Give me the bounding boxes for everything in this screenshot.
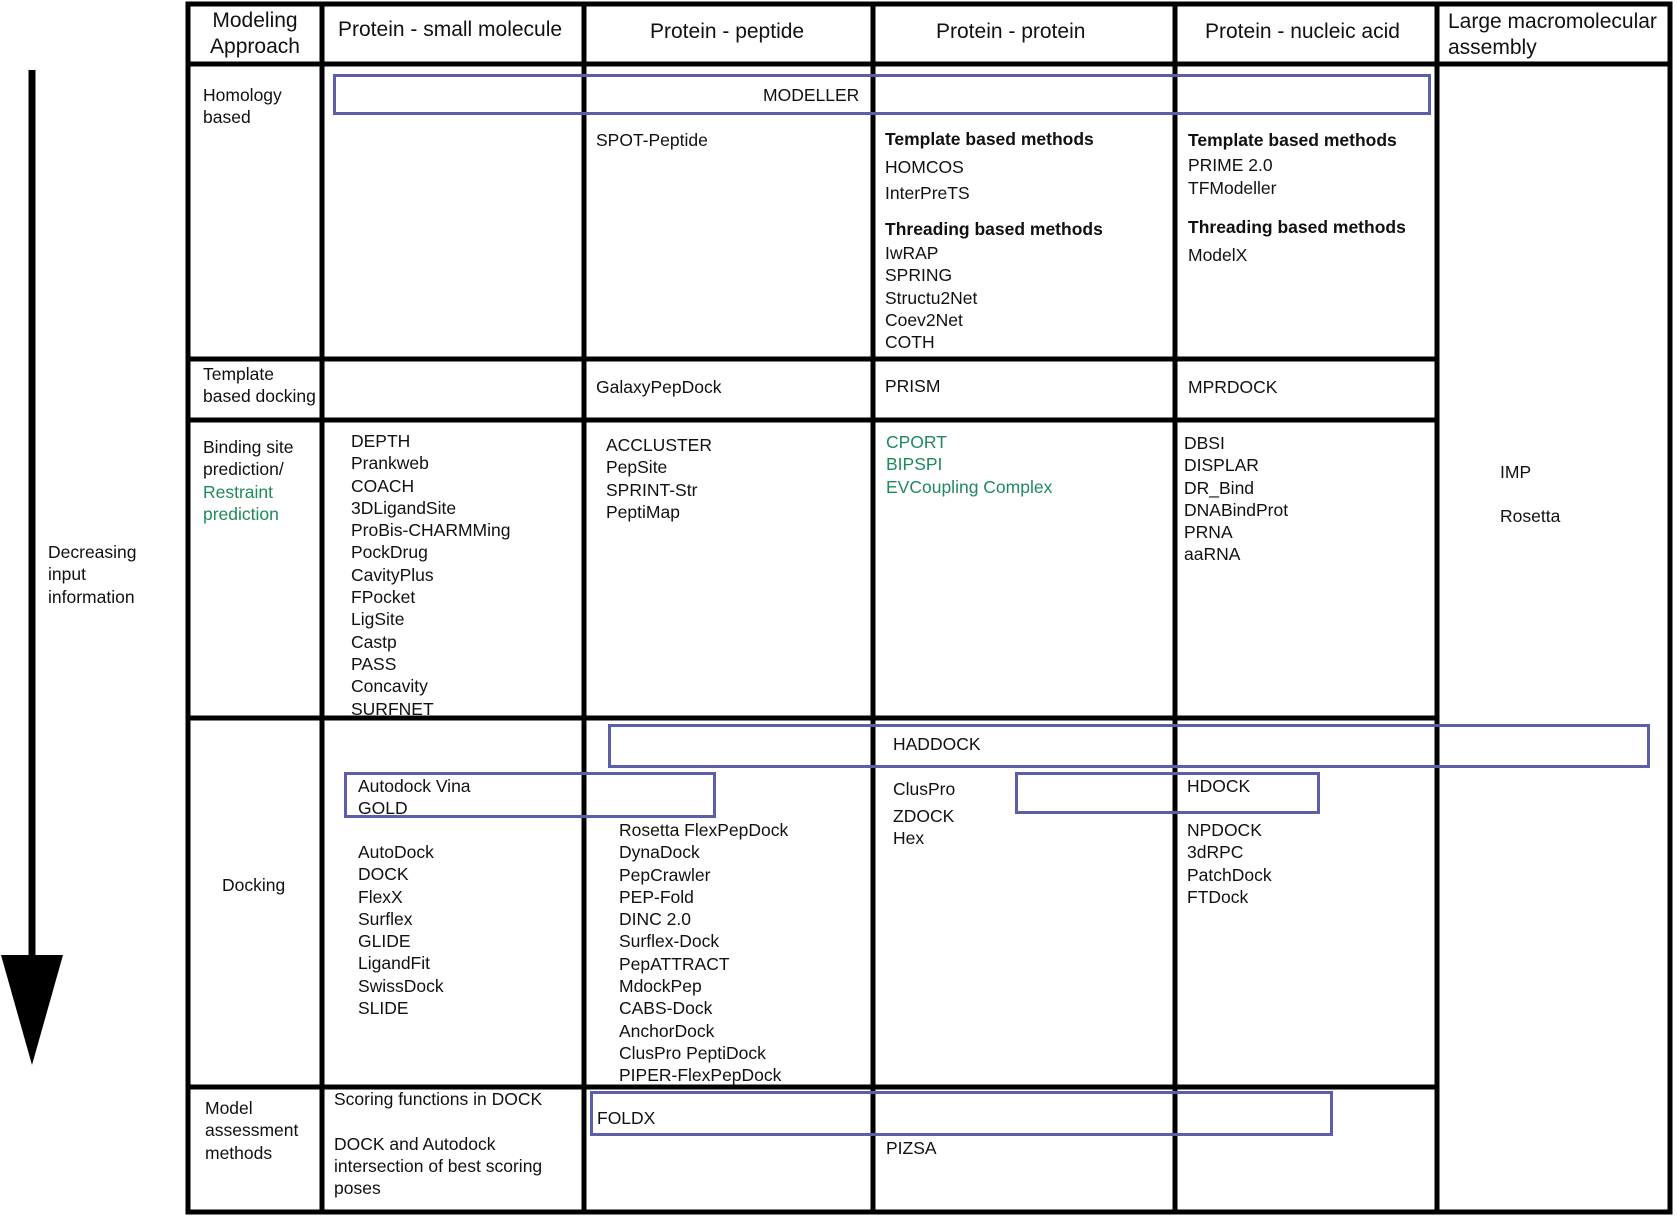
tool-item: DINC 2.0 xyxy=(619,909,691,930)
tool-item: PeptiMap xyxy=(606,501,680,522)
tool-item: IwRAP xyxy=(885,243,939,264)
tool-item: COACH xyxy=(351,475,415,496)
method-heading: Threading based methods xyxy=(885,218,1103,239)
tool-item: PEP-Fold xyxy=(619,886,694,907)
tool-item: PepSite xyxy=(606,457,668,478)
axis-label-line: information xyxy=(48,586,135,607)
tool-item: ClusPro PeptiDock xyxy=(619,1042,766,1063)
tool-item: 3DLigandSite xyxy=(351,497,457,518)
tool-item: Hex xyxy=(893,828,925,849)
tool-item: Structu2Net xyxy=(885,287,978,308)
tool-item: EVCoupling Complex xyxy=(886,476,1053,497)
docking-protein-list xyxy=(893,805,954,850)
hdock-box xyxy=(1015,772,1320,814)
tool-item: CPORT xyxy=(886,432,947,452)
tool-item: ACCLUSTER xyxy=(606,435,712,455)
tool-item: HOMCOS xyxy=(885,157,964,178)
method-heading: Threading based methods xyxy=(1188,216,1406,237)
decreasing-arrow-head xyxy=(1,955,63,1065)
haddock-label: HADDOCK xyxy=(893,734,981,754)
row-label-line: based xyxy=(203,107,251,128)
tool-item: PRNA xyxy=(1184,522,1233,543)
spot-peptide-tool: SPOT-Peptide xyxy=(596,130,708,150)
tool-item: DOCK xyxy=(358,864,409,885)
tool-item: DNABindProt xyxy=(1184,499,1289,520)
tool-item: Coev2Net xyxy=(885,310,963,331)
tool-item: DEPTH xyxy=(351,431,411,451)
row-label-template-docking xyxy=(203,363,316,408)
tool-item: SPRINT-Str xyxy=(606,479,698,500)
tool-item: SLIDE xyxy=(358,998,409,1019)
binding-nucleic-list xyxy=(1184,432,1288,566)
tool-item: GOLD xyxy=(358,798,408,819)
header-line: Modeling xyxy=(212,9,298,32)
docking-peptide-list xyxy=(619,819,788,1087)
header-peptide: Protein - peptide xyxy=(650,20,805,43)
tool-item: BIPSPI xyxy=(886,454,943,475)
tool-item: Concavity xyxy=(351,676,428,697)
row-label-line: prediction/ xyxy=(203,459,284,480)
tool-item: LigandFit xyxy=(358,953,430,974)
homology-protein-cell xyxy=(885,128,1103,354)
hdock-label: HDOCK xyxy=(1187,776,1251,796)
tool-item: Autodock Vina xyxy=(358,776,471,796)
row-label-binding-site xyxy=(203,436,293,525)
binding-peptide-list xyxy=(606,434,712,523)
modeller-label: MODELLER xyxy=(763,85,860,105)
tool-item: Surflex xyxy=(358,908,413,929)
foldx-box xyxy=(590,1091,1333,1136)
method-heading: Template based methods xyxy=(1188,130,1397,150)
header-line: Approach xyxy=(210,35,300,58)
foldx-label: FOLDX xyxy=(597,1108,656,1128)
tool-item: PRIME 2.0 xyxy=(1188,155,1273,176)
modeller-box xyxy=(333,74,1431,115)
row-label-assessment xyxy=(205,1097,298,1164)
tool-item: PockDrug xyxy=(351,542,428,563)
tool-item: CavityPlus xyxy=(351,564,434,585)
tool-item: 3dRPC xyxy=(1187,842,1244,863)
tool-item: FPocket xyxy=(351,587,416,608)
tool-item: DynaDock xyxy=(619,842,700,863)
tool-item: NPDOCK xyxy=(1187,820,1262,840)
tool-item: Prankweb xyxy=(351,453,429,474)
row-label-line: prediction xyxy=(203,503,279,524)
axis-label xyxy=(48,541,137,608)
tool-item: aaRNA xyxy=(1184,544,1241,565)
row-label-line: Binding site xyxy=(203,437,294,457)
row-label-line: based docking xyxy=(203,386,316,407)
tool-item: COTH xyxy=(885,332,935,353)
tool-item: TFModeller xyxy=(1188,177,1277,198)
row-label-line: Homology xyxy=(203,85,282,105)
tool-item: PepCrawler xyxy=(619,864,711,885)
tool-item: LigSite xyxy=(351,609,405,630)
row-label-line: assessment xyxy=(205,1120,299,1141)
tool-item: Castp xyxy=(351,631,397,652)
row-label-homology xyxy=(203,84,282,129)
text-line xyxy=(334,1110,542,1132)
tool-item: DR_Bind xyxy=(1184,477,1255,498)
tool-item: FTDock xyxy=(1187,886,1249,907)
tool-item: AutoDock xyxy=(358,842,434,862)
tool-item: DISPLAR xyxy=(1184,455,1259,476)
haddock-box xyxy=(608,724,1650,768)
tool-item: AnchorDock xyxy=(619,1020,715,1041)
tool-item: MdockPep xyxy=(619,976,702,997)
tool-item: GLIDE xyxy=(358,931,411,952)
row-label-line: methods xyxy=(205,1142,273,1163)
imp-tool: IMP xyxy=(1500,462,1532,482)
text-line: DOCK and Autodock xyxy=(334,1133,496,1154)
tool-item: DBSI xyxy=(1184,433,1225,453)
docking-nucleic-list xyxy=(1187,819,1272,908)
rosetta-tool: Rosetta xyxy=(1500,506,1561,526)
header-small-molecule: Protein - small molecule xyxy=(338,18,563,41)
mprdock-tool: MPRDOCK xyxy=(1188,377,1278,397)
tool-item: CABS-Dock xyxy=(619,998,713,1019)
assessment-small-cell xyxy=(334,1088,542,1199)
cluspro-tool: ClusPro xyxy=(893,779,956,799)
tool-item: PASS xyxy=(351,653,397,674)
row-label-docking: Docking xyxy=(222,875,286,895)
tool-item: FlexX xyxy=(358,886,403,907)
header-assembly xyxy=(1448,9,1657,61)
row-label-line: Template xyxy=(203,364,275,384)
row-label-line: Model xyxy=(205,1098,253,1118)
row-label-line: Restraint xyxy=(203,481,274,502)
tool-item: InterPreTS xyxy=(885,182,970,203)
tool-item: ModelX xyxy=(1188,245,1248,266)
text-line: intersection of best scoring xyxy=(334,1155,543,1176)
tool-item: ProBis-CHARMMing xyxy=(351,520,511,541)
header-modeling-approach xyxy=(192,8,318,60)
text-line: poses xyxy=(334,1178,381,1199)
header-line: Large macromolecular xyxy=(1448,10,1657,33)
tool-item: PepATTRACT xyxy=(619,953,730,974)
galaxypepdock-tool: GalaxyPepDock xyxy=(596,377,722,397)
tool-item: SPRING xyxy=(885,265,953,286)
homology-nucleic-cell xyxy=(1188,129,1406,266)
tool-item: PatchDock xyxy=(1187,864,1272,885)
header-line: assembly xyxy=(1448,36,1537,59)
docking-small-boxed-list xyxy=(358,775,471,820)
tool-item: Rosetta FlexPepDock xyxy=(619,820,789,840)
binding-protein-list xyxy=(886,431,1052,498)
text-line: Scoring functions in DOCK xyxy=(334,1089,543,1109)
tool-item: Surflex-Dock xyxy=(619,931,720,952)
tool-item: SwissDock xyxy=(358,975,444,996)
prism-tool: PRISM xyxy=(885,376,941,396)
tool-item: PIPER-FlexPepDock xyxy=(619,1065,782,1086)
method-heading: Template based methods xyxy=(885,129,1094,149)
header-nucleic-acid: Protein - nucleic acid xyxy=(1205,20,1400,43)
axis-label-line: input xyxy=(48,564,86,585)
docking-small-list xyxy=(358,841,444,1019)
axis-label-line: Decreasing xyxy=(48,542,137,562)
tool-item: ZDOCK xyxy=(893,806,955,826)
tool-item: SURFNET xyxy=(351,698,434,719)
pizsa-tool: PIZSA xyxy=(886,1138,937,1158)
header-protein: Protein - protein xyxy=(936,20,1086,43)
binding-small-list xyxy=(351,430,510,720)
